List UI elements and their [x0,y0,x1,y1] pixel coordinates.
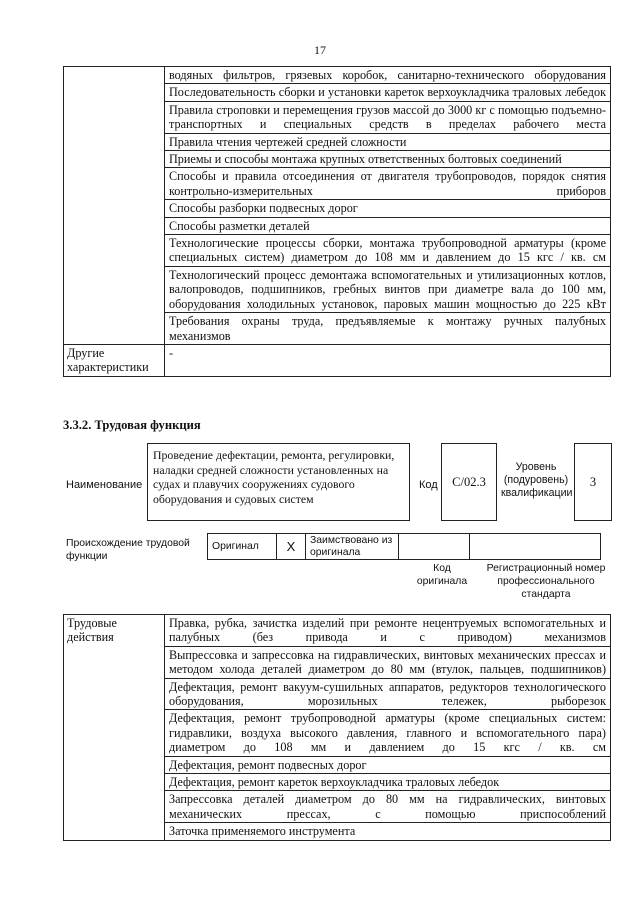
labor-action-row: Дефектация, ремонт вакуум-сушильных аппаратов, редукторов технологического оборудования, морозильных тележек, рыборезок [165,678,611,710]
knowledge-label-cell [64,67,165,345]
knowledge-row: Способы разметки деталей [165,217,611,234]
labor-action-row: Дефектация, ремонт кареток верхоукладчика траловых лебедок [165,774,611,791]
origin-table [207,533,601,560]
origin-label: Происхождение трудовой функции [66,538,190,562]
knowledge-row: Приемы и способы монтажа крупных ответственных болтовых соединений [165,151,611,168]
other-characteristics-value: - [165,344,611,376]
knowledge-row: Технологические процессы сборки, монтажа трубопроводной арматуры (кроме специальных систем) диаметром до 108 мм и давлением до 15 кгс / кв. см [165,235,611,267]
function-name: Проведение дефектации, ремонта, регулировки, наладки средней сложности установленных на судах и плавучих сооружениях судового оборудования и судовых систем [153,448,395,506]
function-code: C/02.3 [452,474,486,489]
borrowed-label: Заимствовано из оригинала [306,534,399,560]
registration-number-cell [470,534,601,560]
labor-actions-table [63,614,611,841]
knowledge-row: Технологический процесс демонтажа вспомогательных и утилизационных котлов, валопроводов, подшипников, гребных винтов при диаметре вала до 100 мм, оборудования холодильных установок, паровых машин мощностью до 225 кВт [165,266,611,312]
function-name-box [147,443,410,521]
labor-action-row: Выпрессовка и запрессовка на гидравлических, винтовых механических прессах и методом холода деталей диаметром до 80 мм (втулок, пальцев, подшипников) [165,646,611,678]
original-code-cell [399,534,470,560]
knowledge-table [63,66,611,377]
original-mark: X [277,534,306,560]
knowledge-row: водяных фильтров, грязевых коробок, санитарно-технического оборудования [165,67,611,84]
labor-action-row: Дефектация, ремонт трубопроводной арматуры (кроме специальных систем: гидравлики, воздуха высокого давления, главного и вспомогательного пара) диаметром до 108 мм и давлением до 15 кгс / кв. см [165,710,611,756]
section-title: 3.3.2. Трудовая функция [63,418,201,432]
knowledge-row: Правила строповки и перемещения грузов массой до 3000 кг с помощью подъемно-транспортных и специальных средств в пределах рабочего места [165,101,611,133]
labor-action-row: Правка, рубка, зачистка изделий при ремонте нецентруемых вспомогательных и палубных (без привода и с приводом) механизмов [165,615,611,647]
labor-action-row: Заточка применяемого инструмента [165,823,611,840]
labor-action-row: Дефектация, ремонт подвесных дорог [165,756,611,773]
knowledge-row: Способы разборки подвесных дорог [165,200,611,217]
registration-caption: Регистрационный номер профессионального стандарта [486,563,606,600]
level-label: Уровень (подуровень) квалификации [501,461,573,499]
knowledge-row: Последовательность сборки и установки кареток верхоукладчика траловых лебедок [165,84,611,101]
labor-actions-label: Трудовые действия [64,615,165,841]
knowledge-row: Требования охраны труда, предъявляемые к монтажу ручных палубных механизмов [165,313,611,345]
page-number: 17 [314,43,326,57]
qualification-level: 3 [589,474,597,489]
knowledge-row: Способы и правила отсоединения от двигателя трубопроводов, порядок снятия контрольно-измерительных приборов [165,168,611,200]
code-original-caption: Код оригинала [416,563,468,587]
knowledge-row: Правила чтения чертежей средней сложности [165,133,611,150]
code-label: Код [419,479,438,491]
other-characteristics-label: Другие характеристики [64,344,165,376]
code-box [441,443,497,521]
level-box [574,443,612,521]
original-label: Оригинал [208,534,277,560]
labor-action-row: Запрессовка деталей диаметром до 80 мм на гидравлических, винтовых механических прессах, с помощью приспособлений [165,791,611,823]
name-label: Наименование [66,479,143,491]
